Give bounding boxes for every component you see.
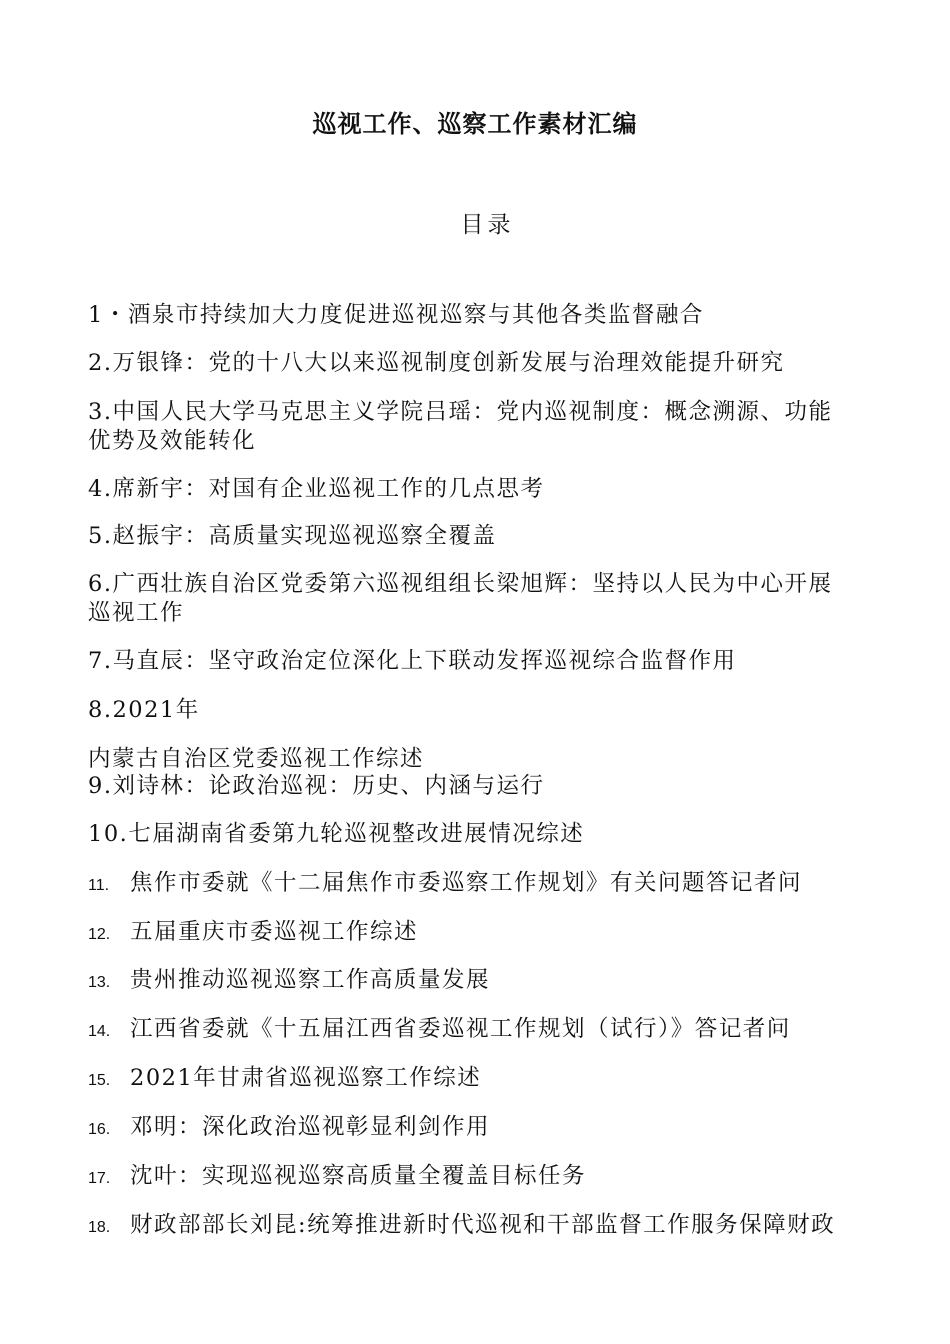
toc-entry-text: 焦作市委就《十二届焦作市委巡察工作规划》有关问题答记者问 bbox=[130, 870, 803, 896]
toc-entry-number: 8. bbox=[88, 697, 113, 723]
toc-entry-number: 5. bbox=[88, 523, 113, 549]
toc-entry-text: 马直辰：坚守政治定位深化上下联动发挥巡视综合监督作用 bbox=[112, 648, 737, 674]
toc-entry-16 bbox=[88, 1113, 888, 1144]
toc-entry-text: 刘诗林：论政治巡视：历史、内涵与运行 bbox=[112, 773, 545, 799]
toc-entry-8 bbox=[88, 696, 888, 725]
toc-entry-15 bbox=[88, 1064, 888, 1095]
toc-entry-text: 贵州推动巡视巡察工作高质量发展 bbox=[130, 967, 491, 993]
toc-entry-9 bbox=[88, 772, 888, 801]
toc-entry-number: 18. bbox=[88, 1219, 111, 1236]
toc-entry-number: 12. bbox=[88, 926, 111, 943]
toc-entry-3 bbox=[88, 398, 888, 456]
toc-entry-4 bbox=[88, 475, 888, 504]
toc-entry-number: 3. bbox=[88, 399, 113, 425]
toc-entry-1 bbox=[88, 301, 888, 330]
toc-entry-18 bbox=[88, 1211, 888, 1242]
toc-entry-12 bbox=[88, 918, 888, 949]
toc-entry-number: 9. bbox=[88, 773, 113, 799]
toc-entry-text: 财政部部长刘昆:统筹推进新时代巡视和干部监督工作服务保障财政 bbox=[130, 1212, 836, 1238]
toc-entry-text-continued: 优势及效能转化 bbox=[88, 428, 257, 454]
toc-entry-text: 五届重庆市委巡视工作综述 bbox=[130, 919, 419, 945]
toc-entry-number: 2. bbox=[88, 350, 113, 376]
toc-entry-number: 16. bbox=[88, 1121, 111, 1138]
toc-entry-text: 中国人民大学马克思主义学院吕瑶：党内巡视制度：概念溯源、功能 bbox=[112, 399, 833, 425]
toc-entry-number: 4. bbox=[88, 476, 113, 502]
toc-entry-text-continued: 巡视工作 bbox=[88, 600, 185, 626]
toc-entry-text: 广西壮族自治区党委第六巡视组组长梁旭辉：坚持以人民为中心开展 bbox=[112, 571, 833, 597]
toc-heading: 目录 bbox=[460, 212, 515, 238]
toc-entry-10 bbox=[88, 820, 888, 849]
toc-entry-17 bbox=[88, 1162, 888, 1193]
toc-entry-number: 6. bbox=[88, 571, 113, 597]
toc-entry-text: 沈叶：实现巡视巡察高质量全覆盖目标任务 bbox=[130, 1163, 587, 1189]
toc-entry-13 bbox=[88, 966, 888, 997]
toc-entry-number: 15. bbox=[88, 1072, 111, 1089]
toc-entry-11 bbox=[88, 869, 888, 900]
toc-entry-text: 赵振宇：高质量实现巡视巡察全覆盖 bbox=[112, 523, 497, 549]
toc-entry-8-continued bbox=[88, 745, 888, 774]
toc-entry-6 bbox=[88, 570, 888, 628]
toc-entry-7 bbox=[88, 647, 888, 676]
toc-entry-5 bbox=[88, 522, 888, 551]
toc-entry-text: 席新宇：对国有企业巡视工作的几点思考 bbox=[112, 476, 545, 502]
toc-entry-number: 13. bbox=[88, 974, 111, 991]
toc-entry-number: 1・ bbox=[88, 302, 128, 328]
toc-entry-text: 万银锋：党的十八大以来巡视制度创新发展与治理效能提升研究 bbox=[112, 350, 785, 376]
toc-entry-14 bbox=[88, 1015, 888, 1046]
toc-entry-text: 2021年 bbox=[112, 697, 200, 723]
toc-entry-number: 17. bbox=[88, 1170, 111, 1187]
toc-entry-text: 酒泉市持续加大力度促进巡视巡察与其他各类监督融合 bbox=[127, 302, 704, 328]
toc-entry-number: 10. bbox=[88, 821, 129, 847]
toc-entry-number: 11. bbox=[88, 877, 110, 894]
toc-entry-text: 邓明：深化政治巡视彰显利剑作用 bbox=[130, 1114, 491, 1140]
toc-entry-text: 2021年甘肃省巡视巡察工作综述 bbox=[130, 1065, 482, 1091]
toc-entry-2 bbox=[88, 349, 888, 378]
toc-entry-number: 14. bbox=[88, 1023, 111, 1040]
toc-entry-text: 江西省委就《十五届江西省委巡视工作规划（试行）》答记者问 bbox=[130, 1016, 791, 1042]
toc-entry-text: 内蒙古自治区党委巡视工作综述 bbox=[88, 746, 425, 772]
document-title: 巡视工作、巡察工作素材汇编 bbox=[312, 109, 638, 138]
toc-entry-number: 7. bbox=[88, 648, 113, 674]
toc-entry-text: 七届湖南省委第九轮巡视整改进展情况综述 bbox=[128, 821, 585, 847]
